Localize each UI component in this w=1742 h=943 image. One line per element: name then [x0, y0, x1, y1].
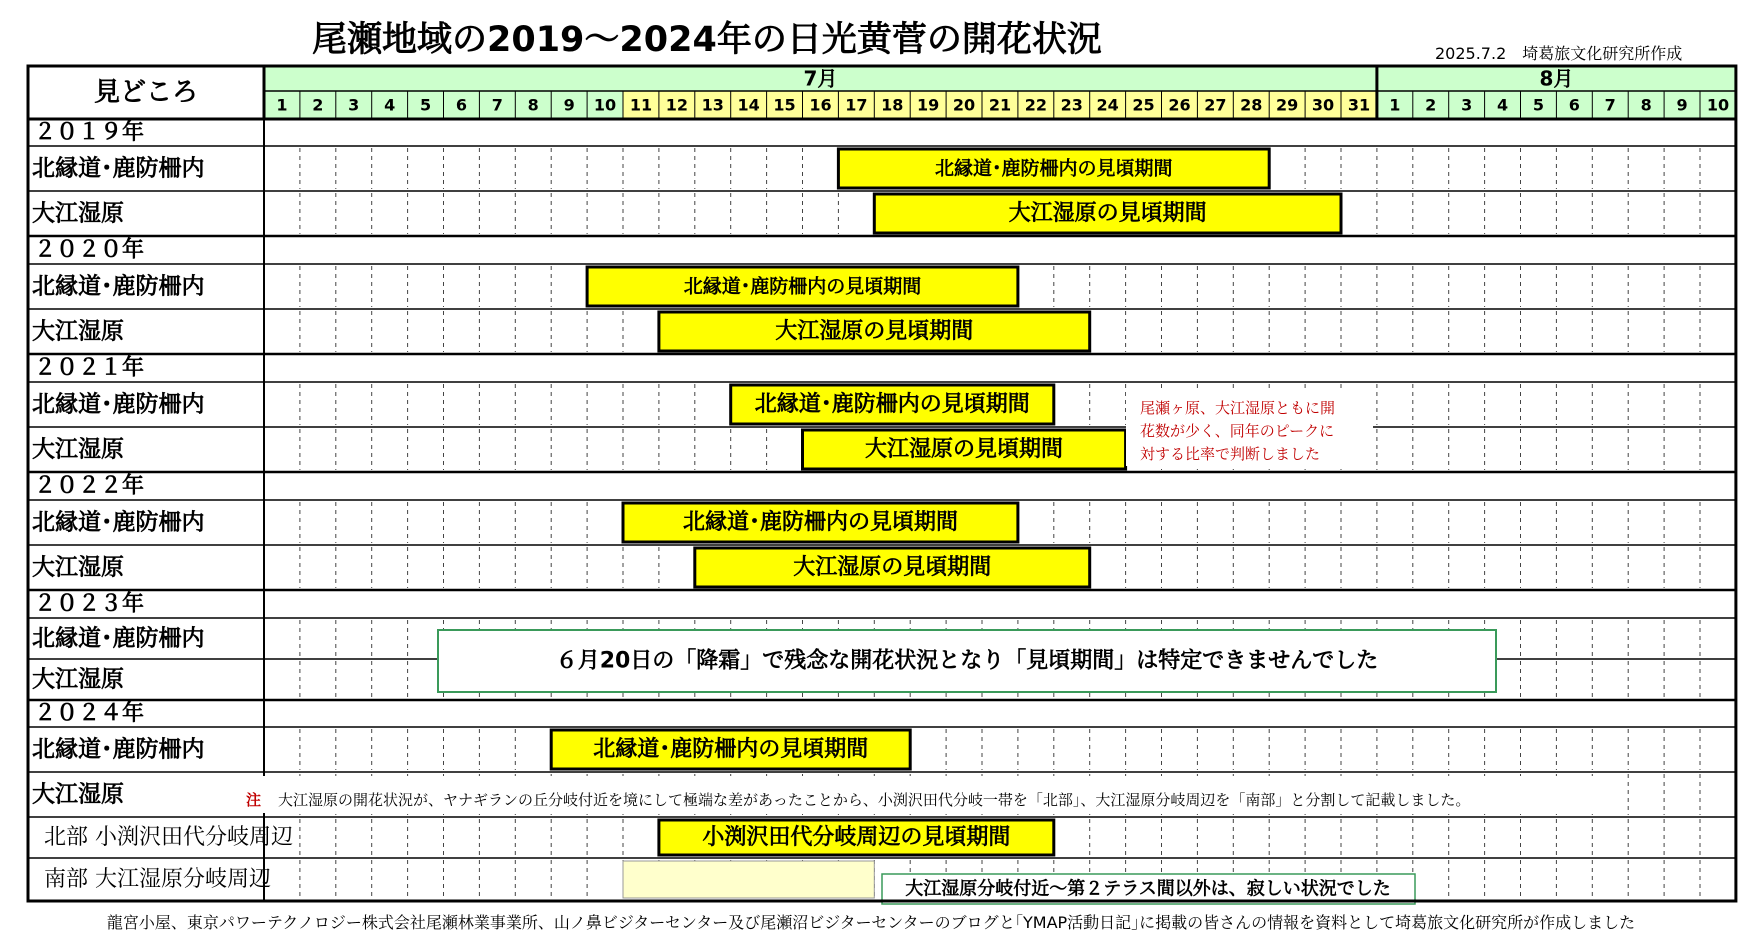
day-number: 22 [1024, 95, 1047, 115]
note-south-text: 大江湿原分岐付近〜第２テラス間以外は、寂しい状況でした [905, 878, 1391, 900]
year-label: ２０２４年 [34, 701, 145, 726]
day-number: 30 [1311, 95, 1335, 115]
day-number: 17 [845, 95, 868, 115]
day-number: 14 [737, 95, 760, 115]
day-number: 9 [563, 95, 575, 115]
row-label: 北縁道･鹿防柵内 [32, 736, 205, 763]
day-number: 18 [881, 95, 904, 115]
day-number: 5 [419, 95, 432, 115]
year-label: ２０２３年 [34, 591, 145, 617]
note-2021-line: 尾瀬ヶ原、大江湿原ともに開 [1140, 399, 1336, 417]
bar-label: 北縁道･鹿防柵内の見頃期間 [754, 392, 1030, 417]
day-number: 23 [1060, 95, 1083, 115]
day-number: 26 [1168, 95, 1191, 115]
day-number: 8 [1640, 95, 1652, 115]
note-marker: 注 [246, 791, 262, 809]
note-2021-line: 対する比率で判断しました [1140, 445, 1321, 463]
year-label: ２０２１年 [34, 355, 145, 381]
month-label: 7月 [803, 66, 838, 91]
corner-label: 見どころ [93, 77, 199, 108]
bar-label: 大江湿原の見頃期間 [1008, 201, 1207, 226]
note-2023-text: ６月20日の「降霜」で残念な開花状況となり「見頃期間」は特定できませんでした [555, 648, 1379, 674]
row-label: 大江湿原 [32, 554, 124, 581]
page-title: 尾瀬地域の2019〜2024年の日光黄菅の開花状況 [312, 20, 1102, 60]
day-number: 12 [665, 95, 688, 115]
day-number: 20 [952, 95, 976, 115]
row-label: 大江湿原 [32, 436, 124, 463]
year-label: ２０１９年 [34, 120, 145, 145]
day-number: 25 [1132, 95, 1155, 115]
day-number: 7 [491, 95, 503, 115]
bar-label: 北縁道･鹿防柵内の見頃期間 [593, 737, 869, 762]
day-number: 8 [527, 95, 539, 115]
day-number: 6 [1568, 95, 1580, 115]
day-number: 3 [1461, 95, 1473, 115]
bar-label: 北縁道･鹿防柵内の見頃期間 [935, 157, 1173, 180]
day-number: 7 [1604, 95, 1616, 115]
day-number: 19 [917, 95, 940, 115]
day-number: 24 [1096, 95, 1119, 115]
row-label: 大江湿原 [32, 781, 124, 808]
row-label: 北縁道･鹿防柵内 [32, 273, 205, 300]
row-label: 大江湿原 [32, 200, 124, 227]
row-label: 北部 小渕沢田代分岐周辺 [44, 825, 293, 850]
year-label: ２０２２年 [34, 473, 145, 499]
bar-label: 小渕沢田代分岐周辺の見頃期間 [702, 825, 1011, 850]
bar-label: 北縁道･鹿防柵内の見頃期間 [682, 510, 958, 535]
bar-label: 北縁道･鹿防柵内の見頃期間 [683, 275, 922, 298]
source-footer: 龍宮小屋、東京パワーテクノロジー株式会社尾瀬林業事業所、山ノ鼻ビジターセンター及び尾瀬沼ビジターセンターのブログと｢YMAP活動日記｣に掲載の皆さんの情報を資料として埼葛旅文化研究所が作成しました [106, 913, 1636, 932]
day-number: 11 [629, 95, 653, 115]
day-number: 31 [1347, 95, 1371, 115]
day-number: 2 [1425, 95, 1437, 115]
bar-label: 大江湿原の見頃期間 [793, 555, 992, 580]
credit-line: 2025.7.2 埼葛旅文化研究所作成 [1435, 44, 1683, 63]
row-label: 北縁道･鹿防柵内 [32, 625, 205, 652]
row-label: 南部 大江湿原分岐周辺 [44, 867, 271, 892]
day-number: 6 [455, 95, 468, 115]
bar-label: 大江湿原の見頃期間 [865, 437, 1064, 462]
day-number: 13 [701, 95, 724, 115]
day-number: 3 [348, 95, 360, 115]
day-number: 16 [809, 95, 832, 115]
row-label: 大江湿原 [32, 666, 124, 693]
note-2024-text: 大江湿原の開花状況が、ヤナギランの丘分岐付近を境にして極端な差があったことから、小渕沢田代分岐一帯を「北部」、大江湿原分岐周辺を「南部」と分割して記載しました。 [278, 791, 1471, 809]
year-label: ２０２０年 [34, 237, 145, 263]
day-number: 15 [773, 95, 796, 115]
note-2021-line: 花数が少く、同年のピークに [1140, 422, 1335, 440]
row-label: 大江湿原 [32, 318, 124, 345]
day-number: 10 [1706, 95, 1730, 115]
day-number: 5 [1532, 95, 1545, 115]
day-number: 28 [1240, 95, 1263, 115]
day-number: 4 [1496, 95, 1509, 115]
row-label: 北縁道･鹿防柵内 [32, 155, 205, 182]
day-number: 27 [1204, 95, 1227, 115]
day-number: 2 [312, 95, 324, 115]
day-number: 1 [276, 95, 288, 115]
day-number: 1 [1389, 95, 1401, 115]
day-number: 21 [988, 95, 1012, 115]
row-label: 北縁道･鹿防柵内 [32, 391, 205, 418]
row-label: 北縁道･鹿防柵内 [32, 509, 205, 536]
day-number: 29 [1276, 95, 1299, 115]
bar-label: 大江湿原の見頃期間 [775, 319, 974, 344]
day-number: 4 [384, 95, 396, 115]
bloom-period-bar [623, 861, 874, 898]
month-label: 8月 [1539, 66, 1574, 91]
day-number: 10 [593, 95, 617, 115]
day-number: 9 [1676, 95, 1688, 115]
